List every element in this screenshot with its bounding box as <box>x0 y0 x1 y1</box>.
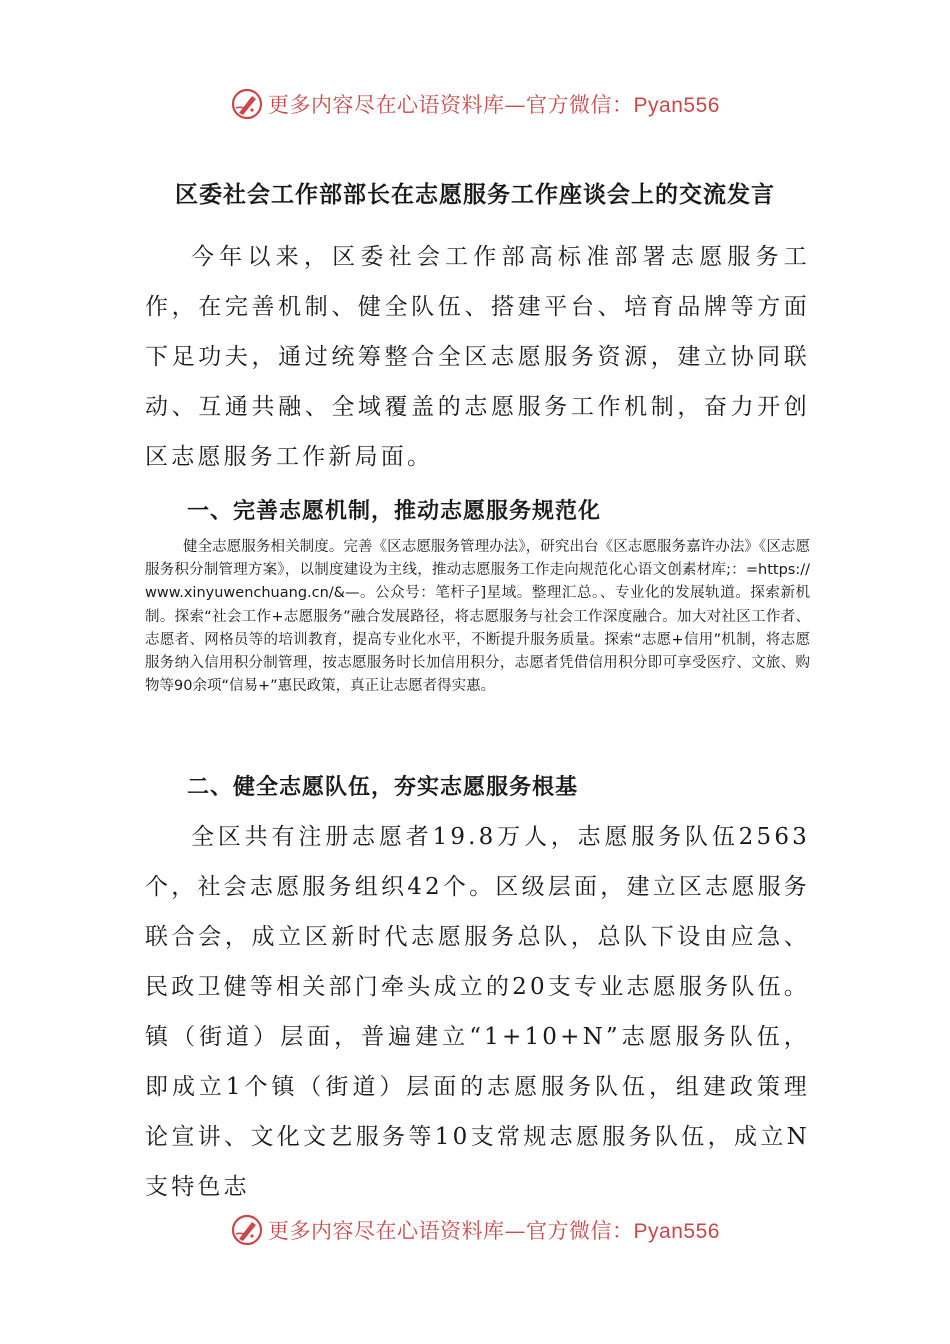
banner-text <box>268 1215 720 1245</box>
section2-body: 全区共有注册志愿者19.8万人，志愿服务队伍2563个，社会志愿服务组织42个。区级层面，建立区志愿服务联合会，成立区新时代志愿服务总队，总队下设由应急、民政卫健等相关部门牵头成立的20支专业志愿服务队伍。镇（街道）层面，普遍建立“1+10+N”志愿服务队伍，即成立1个镇（街道）层面的志愿服务队伍，组建政策理论宣讲、文化文艺服务等10支常规志愿服务队伍，成立N支特色志 <box>145 824 810 1200</box>
document-title: 区委社会工作部部长在志愿服务工作座谈会上的交流发言 <box>175 182 775 208</box>
section2-heading: 二、健全志愿队伍，夯实志愿服务根基 <box>187 775 579 800</box>
section1-body: 健全志愿服务相关制度。完善《区志愿服务管理办法》，研究出台《区志愿服务嘉许办法》《区志愿服务积分制管理方案》，以制度建设为主线，推动志愿服务工作走向规范化心语文创素材库;：=https://www.xinyuwenchuang.cn/&—。公众号：笔杆子]星域。整理汇总。、专业化的发展轨道。探索新机制。探索“社会工作+志愿服务”融合发展路径，将志愿服务与社会工作深度融合。加大对社区工作者、志愿者、网格员等的培训教育，提高专业化水平，不断提升服务质量。探索“志愿+信用”机制，将志愿服务纳入信用积分制管理，按志愿服务时长加信用积分，志愿者凭借信用积分即可享受医疗、文旅、购物等90余项“信易+”惠民政策，真正让志愿者得实惠。 <box>145 539 810 695</box>
bottom-banner <box>0 1210 950 1250</box>
banner-label: 更多内容尽在心语资料库—官方微信： <box>268 1219 634 1243</box>
banner-label: 更多内容尽在心语资料库—官方微信： <box>268 93 634 117</box>
banner-text <box>268 89 720 119</box>
pen-nib-logo-icon <box>230 87 264 121</box>
section1-heading: 一、完善志愿机制，推动志愿服务规范化 <box>187 499 602 524</box>
banner-wechat-id: Pyan556 <box>633 1220 720 1243</box>
intro-paragraph: 今年以来，区委社会工作部高标准部署志愿服务工作，在完善机制、健全队伍、搭建平台、培育品牌等方面下足功夫，通过统筹整合全区志愿服务资源，建立协同联动、互通共融、全域覆盖的志愿服务工作机制，奋力开创区志愿服务工作新局面。 <box>145 244 810 470</box>
pen-nib-logo-icon <box>230 1213 264 1247</box>
banner-wechat-id: Pyan556 <box>633 94 720 117</box>
top-banner <box>0 84 950 124</box>
